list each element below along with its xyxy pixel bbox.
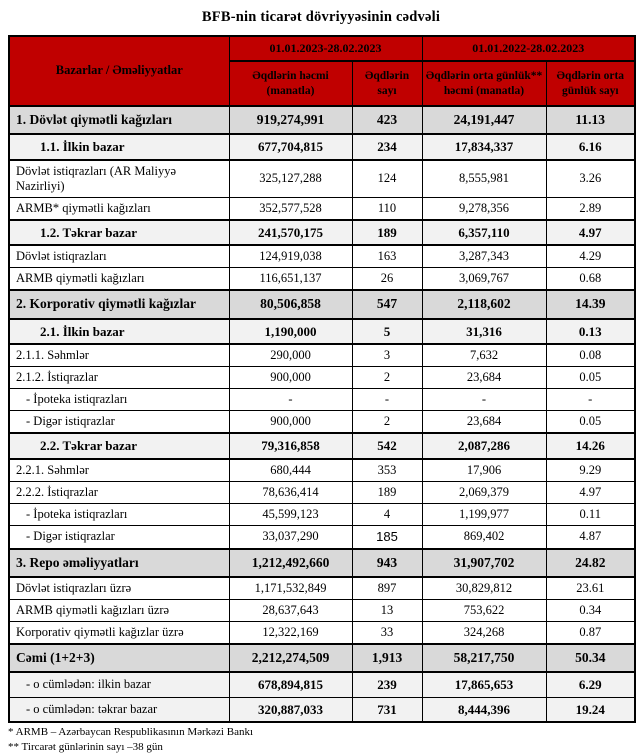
value-cell xyxy=(352,525,422,549)
table-row xyxy=(9,268,635,291)
value-text: 189 xyxy=(377,484,397,499)
footnote-trading-days: ** Tircarət günlərinin sayı –38 gün xyxy=(8,740,163,753)
value-cell xyxy=(546,389,635,411)
value-cell xyxy=(229,549,352,577)
row-label-cell: - o cümlədən: ilkin bazar xyxy=(9,672,229,697)
value-cell xyxy=(229,197,352,220)
value-text: 900,000 xyxy=(270,414,311,429)
table-row xyxy=(9,106,635,134)
value-cell xyxy=(422,672,546,697)
value-cell xyxy=(422,367,546,389)
value-text: 3.26 xyxy=(579,171,602,186)
value-cell xyxy=(352,134,422,160)
value-cell xyxy=(229,525,352,549)
value-text: 11.13 xyxy=(575,112,606,127)
value-text: 19.24 xyxy=(575,701,605,717)
value-text: 753,622 xyxy=(463,602,505,617)
row-label-cell: 2.1.1. Səhmlər xyxy=(9,344,229,367)
value-cell xyxy=(229,697,352,722)
value-cell xyxy=(352,644,422,672)
row-label-cell: 3. Repo əməliyyatları xyxy=(9,549,229,577)
value-cell xyxy=(422,599,546,621)
value-cell xyxy=(422,319,546,345)
value-text: 9.29 xyxy=(579,462,602,477)
value-cell xyxy=(352,220,422,246)
value-cell xyxy=(352,389,422,411)
value-text: 0.05 xyxy=(579,414,602,429)
value-text: 9,278,356 xyxy=(459,200,509,215)
value-text: 8,555,981 xyxy=(459,171,509,186)
value-text: 2,212,274,509 xyxy=(251,649,330,665)
value-text: 542 xyxy=(377,438,397,454)
table-row xyxy=(9,577,635,600)
table-row xyxy=(9,134,635,160)
value-text: 678,894,815 xyxy=(258,677,323,693)
value-text: 2,118,602 xyxy=(457,296,511,312)
value-text: 23,684 xyxy=(466,414,502,429)
value-cell xyxy=(546,577,635,600)
value-text: 6,357,110 xyxy=(458,224,510,240)
table-row xyxy=(9,481,635,503)
row-label-cell: 2.1. İlkin bazar xyxy=(9,319,229,345)
value-cell xyxy=(229,134,352,160)
value-text: 80,506,858 xyxy=(260,296,321,312)
column-header-period-2023: 01.01.2023-28.02.2023 xyxy=(229,36,422,61)
value-text: 33,037,290 xyxy=(262,529,319,544)
trading-turnover-table xyxy=(8,35,636,723)
table-row xyxy=(9,644,635,672)
value-cell xyxy=(422,290,546,318)
column-header-count: Əqdlərin sayı xyxy=(352,61,422,106)
value-text: 110 xyxy=(377,200,397,215)
table-row xyxy=(9,599,635,621)
value-cell xyxy=(422,106,546,134)
value-text: 17,906 xyxy=(466,462,502,477)
value-cell xyxy=(229,621,352,644)
table-row xyxy=(9,697,635,722)
value-text: 185 xyxy=(376,528,398,544)
value-cell xyxy=(422,245,546,268)
value-cell xyxy=(546,459,635,482)
row-label-cell: Dövlət istiqrazları (AR Maliyyə Nazirliyi) xyxy=(9,160,229,198)
value-cell xyxy=(422,433,546,459)
row-label-cell: 1.1. İlkin bazar xyxy=(9,134,229,160)
table-body xyxy=(9,106,635,722)
value-cell xyxy=(422,197,546,220)
value-text: 2.89 xyxy=(579,200,602,215)
row-label-cell: 2.1.2. İstiqrazlar xyxy=(9,367,229,389)
value-text: 3,069,767 xyxy=(459,271,509,286)
value-cell xyxy=(229,459,352,482)
column-header-avg-daily-volume: Əqdlərin orta günlük** həcmi (manatla) xyxy=(422,61,546,106)
value-cell xyxy=(422,525,546,549)
value-cell xyxy=(352,268,422,291)
value-text: 17,865,653 xyxy=(454,677,514,693)
value-text: 4.97 xyxy=(578,224,602,240)
value-cell xyxy=(546,549,635,577)
value-text: 124,919,038 xyxy=(259,249,322,264)
value-cell xyxy=(546,220,635,246)
value-cell xyxy=(546,411,635,434)
row-label-cell: Dövlət istiqrazları xyxy=(9,245,229,268)
value-cell xyxy=(422,344,546,367)
table-row xyxy=(9,367,635,389)
value-text: 78,636,414 xyxy=(262,484,319,499)
value-text: 17,834,337 xyxy=(454,139,514,155)
value-cell xyxy=(352,459,422,482)
row-label-cell: Cəmi (1+2+3) xyxy=(9,644,229,672)
value-text: 239 xyxy=(377,677,397,693)
value-text: 6.16 xyxy=(578,139,602,155)
value-cell xyxy=(422,697,546,722)
value-cell xyxy=(352,245,422,268)
value-text: 58,217,750 xyxy=(453,649,515,665)
value-cell xyxy=(422,389,546,411)
value-text: 45,599,123 xyxy=(262,506,319,521)
value-text: 2 xyxy=(383,370,391,385)
value-text: 2,087,286 xyxy=(458,438,510,454)
value-cell xyxy=(546,644,635,672)
value-cell xyxy=(546,197,635,220)
value-text: 5 xyxy=(383,323,391,339)
value-cell xyxy=(546,367,635,389)
value-text: 14.26 xyxy=(575,438,605,454)
page-title: BFB-nin ticarət dövriyyəsinin cədvəli xyxy=(201,9,441,25)
value-text: 26 xyxy=(380,271,394,286)
value-cell xyxy=(422,621,546,644)
value-text: 290,000 xyxy=(270,348,311,363)
value-cell xyxy=(229,220,352,246)
value-cell xyxy=(352,599,422,621)
value-text: 0.08 xyxy=(579,348,602,363)
row-label-cell: ARMB qiymətli kağızları üzrə xyxy=(9,599,229,621)
table-row xyxy=(9,459,635,482)
value-cell xyxy=(229,411,352,434)
table-row xyxy=(9,433,635,459)
value-cell xyxy=(546,599,635,621)
value-cell xyxy=(422,503,546,525)
value-text: - xyxy=(288,392,293,407)
value-cell xyxy=(546,160,635,198)
value-cell xyxy=(352,197,422,220)
value-text: 33 xyxy=(380,624,394,639)
table-row xyxy=(9,549,635,577)
table-row xyxy=(9,344,635,367)
column-header-markets: Bazarlar / Əməliyyatlar xyxy=(9,36,229,106)
row-label-cell: - Digər istiqrazlar xyxy=(9,411,229,434)
value-cell xyxy=(229,672,352,697)
value-text: 0.05 xyxy=(579,370,602,385)
value-cell xyxy=(229,344,352,367)
row-label-cell: - o cümlədən: təkrar bazar xyxy=(9,697,229,722)
table-row xyxy=(9,389,635,411)
value-cell xyxy=(352,503,422,525)
footnote-armb: * ARMB – Azərbaycan Respublikasının Mərkəzi Bankı xyxy=(8,726,254,739)
value-text: 30,829,812 xyxy=(455,580,513,595)
value-text: 116,651,137 xyxy=(259,271,322,286)
value-cell xyxy=(352,577,422,600)
value-text: 352,577,528 xyxy=(259,200,322,215)
value-cell xyxy=(352,319,422,345)
value-text: 680,444 xyxy=(270,462,311,477)
value-text: 23.61 xyxy=(576,580,605,595)
value-cell xyxy=(422,220,546,246)
value-cell xyxy=(422,577,546,600)
value-text: 79,316,858 xyxy=(261,438,320,454)
value-text: 325,127,288 xyxy=(259,171,322,186)
value-cell xyxy=(422,411,546,434)
value-text: 324,268 xyxy=(463,624,505,639)
value-text: 900,000 xyxy=(270,370,311,385)
value-text: 2 xyxy=(383,414,391,429)
value-cell xyxy=(546,245,635,268)
value-cell xyxy=(352,411,422,434)
value-cell xyxy=(546,134,635,160)
value-cell xyxy=(229,268,352,291)
value-cell xyxy=(546,433,635,459)
value-cell xyxy=(352,481,422,503)
value-text: 241,570,175 xyxy=(258,224,323,240)
value-text: 1,199,977 xyxy=(459,506,509,521)
value-cell xyxy=(352,672,422,697)
value-cell xyxy=(546,672,635,697)
value-text: 14.39 xyxy=(575,296,606,312)
value-cell xyxy=(546,621,635,644)
header-period-row xyxy=(9,36,635,61)
row-label-cell: - İpoteka istiqrazları xyxy=(9,389,229,411)
row-label-cell: - İpoteka istiqrazları xyxy=(9,503,229,525)
value-cell xyxy=(546,106,635,134)
row-label-cell: 2.2. Təkrar bazar xyxy=(9,433,229,459)
value-text: 2,069,379 xyxy=(459,484,509,499)
value-cell xyxy=(546,525,635,549)
value-text: 547 xyxy=(376,296,398,312)
value-text: 897 xyxy=(377,580,397,595)
value-text: 4.87 xyxy=(579,529,602,544)
value-text: 24.82 xyxy=(575,554,606,570)
value-cell xyxy=(229,389,352,411)
table-row xyxy=(9,525,635,549)
value-cell xyxy=(422,160,546,198)
table-row xyxy=(9,621,635,644)
value-cell xyxy=(352,367,422,389)
value-text: 423 xyxy=(376,112,398,127)
value-cell xyxy=(352,549,422,577)
column-header-period-2022: 01.01.2022-28.02.2023 xyxy=(422,36,635,61)
value-text: 3,287,343 xyxy=(459,249,509,264)
value-cell xyxy=(229,481,352,503)
table-row xyxy=(9,197,635,220)
value-cell xyxy=(422,481,546,503)
value-text: 13 xyxy=(380,602,394,617)
table-row xyxy=(9,503,635,525)
value-cell xyxy=(546,268,635,291)
value-text: 320,887,033 xyxy=(258,701,323,717)
value-text: 0.11 xyxy=(579,506,601,521)
value-text: 353 xyxy=(377,462,397,477)
table-row xyxy=(9,220,635,246)
footnotes xyxy=(8,725,642,754)
value-cell xyxy=(546,503,635,525)
value-cell xyxy=(229,290,352,318)
value-cell xyxy=(229,106,352,134)
value-text: 4.97 xyxy=(579,484,602,499)
value-text: - xyxy=(481,392,487,407)
table-row xyxy=(9,319,635,345)
value-text: - xyxy=(588,392,593,407)
value-cell xyxy=(229,433,352,459)
value-cell xyxy=(546,697,635,722)
row-label-cell: 2.2.2. İstiqrazlar xyxy=(9,481,229,503)
table-row xyxy=(9,245,635,268)
value-text: 1,913 xyxy=(371,649,403,665)
value-text: 943 xyxy=(376,554,398,570)
row-label-cell: 2.2.1. Səhmlər xyxy=(9,459,229,482)
row-label-cell: 2. Korporativ qiymətli kağızlar xyxy=(9,290,229,318)
value-text: 0.68 xyxy=(579,271,602,286)
column-header-volume: Əqdlərin həcmi (manatla) xyxy=(229,61,352,106)
table-row xyxy=(9,411,635,434)
value-text: 4.29 xyxy=(579,249,602,264)
value-text: 731 xyxy=(377,701,397,717)
row-label-cell: Korporativ qiymətli kağızlar üzrə xyxy=(9,621,229,644)
value-text: 31,907,702 xyxy=(453,554,515,570)
value-text: 1,212,492,660 xyxy=(251,554,330,570)
value-cell xyxy=(229,644,352,672)
value-text: 31,316 xyxy=(466,323,502,339)
value-cell xyxy=(352,433,422,459)
row-label-cell: 1.2. Təkrar bazar xyxy=(9,220,229,246)
value-text: 8,444,396 xyxy=(458,701,510,717)
value-cell xyxy=(422,549,546,577)
column-header-avg-daily-count: Əqdlərin orta günlük sayı xyxy=(546,61,635,106)
row-label-cell: 1. Dövlət qiymətli kağızları xyxy=(9,106,229,134)
value-cell xyxy=(422,268,546,291)
value-text: 919,274,991 xyxy=(256,112,325,127)
value-text: 234 xyxy=(377,139,397,155)
value-text: 24,191,447 xyxy=(453,112,515,127)
row-label-cell: - Digər istiqrazlar xyxy=(9,525,229,549)
row-label-cell: ARMB qiymətli kağızları xyxy=(9,268,229,291)
value-cell xyxy=(352,106,422,134)
value-text: 4 xyxy=(383,506,391,521)
value-text: 869,402 xyxy=(463,529,505,544)
value-cell xyxy=(546,290,635,318)
value-cell xyxy=(352,290,422,318)
value-text: 23,684 xyxy=(466,370,502,385)
value-cell xyxy=(229,599,352,621)
row-label-cell: ARMB* qiymətli kağızları xyxy=(9,197,229,220)
value-text: 124 xyxy=(377,171,397,186)
value-text: 677,704,815 xyxy=(258,139,323,155)
value-text: 0.87 xyxy=(579,624,602,639)
value-cell xyxy=(229,245,352,268)
table-row xyxy=(9,672,635,697)
value-cell xyxy=(352,160,422,198)
value-text: 1,190,000 xyxy=(264,323,317,339)
value-cell xyxy=(229,577,352,600)
value-cell xyxy=(422,459,546,482)
value-text: 50.34 xyxy=(575,649,606,665)
table-row xyxy=(9,290,635,318)
value-cell xyxy=(352,621,422,644)
value-text: 189 xyxy=(377,224,397,240)
value-text: 12,322,169 xyxy=(262,624,319,639)
value-cell xyxy=(229,367,352,389)
value-text: 163 xyxy=(377,249,397,264)
row-label-cell: Dövlət istiqrazları üzrə xyxy=(9,577,229,600)
value-text: 3 xyxy=(383,348,391,363)
value-cell xyxy=(422,134,546,160)
value-cell xyxy=(546,319,635,345)
table-header xyxy=(9,36,635,106)
value-text: 6.29 xyxy=(578,677,602,693)
value-text: 1,171,532,849 xyxy=(254,580,327,595)
value-text: 0.13 xyxy=(578,323,602,339)
table-row xyxy=(9,160,635,198)
value-text: 0.34 xyxy=(579,602,602,617)
value-cell xyxy=(229,503,352,525)
value-text: - xyxy=(384,392,390,407)
value-cell xyxy=(229,319,352,345)
value-cell xyxy=(546,481,635,503)
value-cell xyxy=(229,160,352,198)
value-cell xyxy=(546,344,635,367)
value-text: 28,637,643 xyxy=(262,602,319,617)
value-cell xyxy=(422,644,546,672)
value-cell xyxy=(352,697,422,722)
value-cell xyxy=(352,344,422,367)
value-text: 7,632 xyxy=(469,348,499,363)
